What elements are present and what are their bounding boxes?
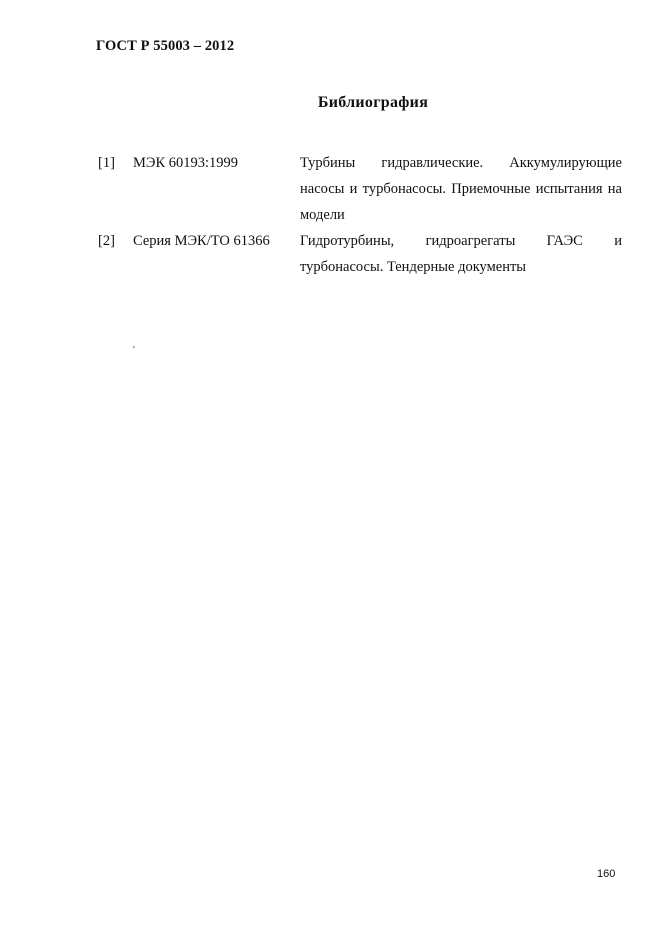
bibliography-list xyxy=(98,150,622,280)
bibliography-entry xyxy=(98,150,622,228)
page-title: Библиография xyxy=(317,94,429,111)
entry-number: [1] xyxy=(98,155,115,171)
entry-reference: Серия МЭК/ТО 61366 xyxy=(133,233,270,249)
document-code-header: ГОСТ Р 55003 – 2012 xyxy=(96,38,235,54)
entry-number: [2] xyxy=(98,233,115,249)
entry-description: Гидротурбины, гидроагрегаты ГАЭС и турбонасосы. Тендерные документы xyxy=(300,233,622,275)
entry-reference: МЭК 60193:1999 xyxy=(133,155,239,171)
bibliography-entry xyxy=(98,228,622,280)
page-number: 160 xyxy=(597,868,616,880)
stray-mark: ʼ xyxy=(132,344,136,356)
entry-description: Турбины гидравлические. Аккумулирующие насосы и турбонасосы. Приемочные испытания на модели xyxy=(300,155,622,223)
